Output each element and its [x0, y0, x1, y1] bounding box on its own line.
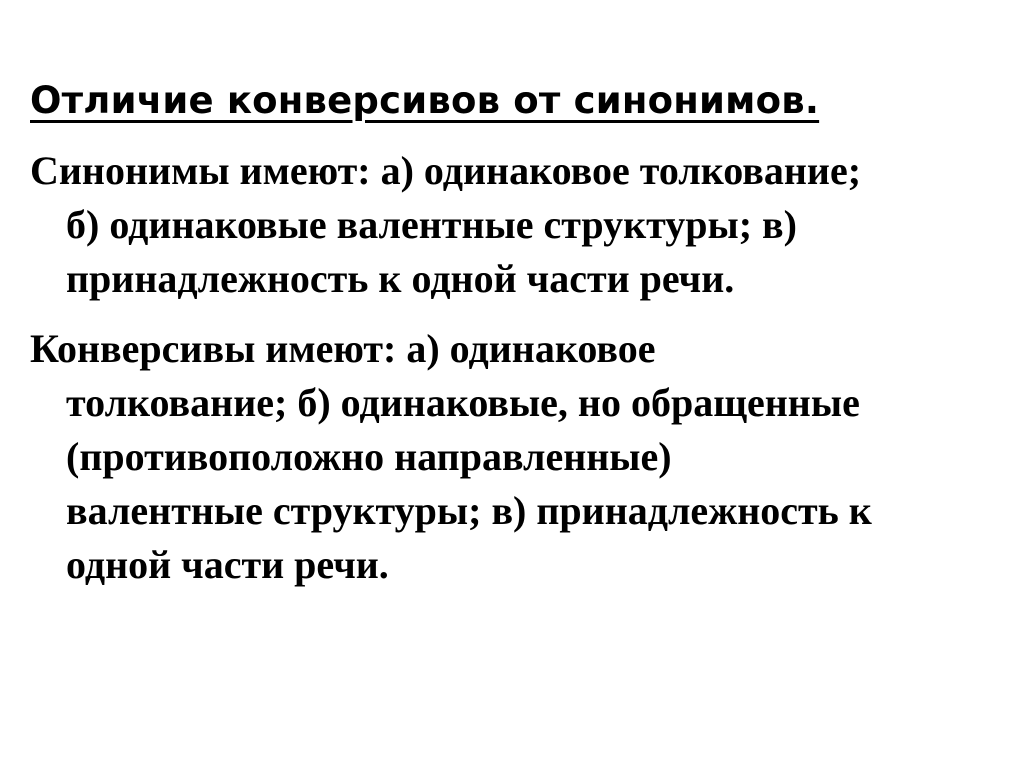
synonyms-line-2: б) одинаковые валентные структуры; в) [66, 202, 797, 247]
slide-title: Отличие конверсивов от синонимов. [30, 79, 820, 122]
conversives-line-3: (противоположно направленные) [66, 434, 672, 479]
synonyms-line-3: принадлежность к одной части речи. [66, 256, 735, 301]
conversives-line-1: Конверсивы имеют: а) одинаковое [30, 326, 656, 371]
synonyms-paragraph [30, 144, 990, 306]
conversives-paragraph [30, 322, 990, 592]
conversives-line-2: толкование; б) одинаковые, но обращенные [66, 380, 860, 425]
synonyms-line-1: Синонимы имеют: а) одинаковое толкование; [30, 148, 862, 193]
conversives-line-4: валентные структуры; в) принадлежность к [66, 488, 872, 533]
conversives-line-5: одной части речи. [66, 542, 389, 587]
